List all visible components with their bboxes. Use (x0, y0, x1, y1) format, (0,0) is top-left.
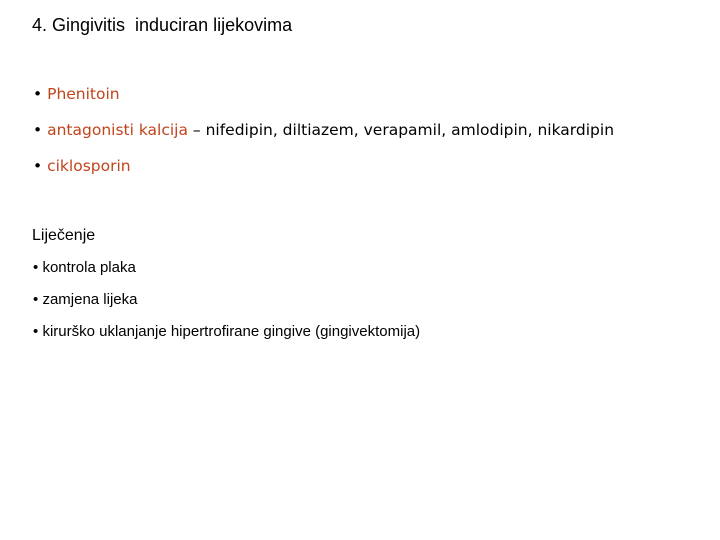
treatment-heading: Liječenje (32, 227, 96, 244)
treatment-item-text: kontrola plaka (42, 259, 136, 276)
drug-detail: – nifedipin, diltiazem, verapamil, amlodipin, nikardipin (187, 121, 615, 139)
drug-item-antagonisti-kalcija (33, 120, 614, 140)
treatment-item-text: kirurško uklanjanje hipertrofirane gingive (gingivektomija) (42, 323, 421, 340)
bullet-icon: • (33, 323, 39, 340)
bullet-icon: • (33, 121, 43, 139)
treatment-item-text: zamjena lijeka (42, 291, 138, 308)
drug-name: ciklosporin (47, 157, 131, 175)
drug-name: antagonisti kalcija (47, 121, 188, 139)
bullet-icon: • (33, 157, 43, 175)
treatment-item (33, 290, 137, 310)
bullet-icon: • (33, 85, 43, 103)
treatment-item (33, 322, 420, 342)
bullet-icon: • (33, 291, 39, 308)
bullet-icon: • (33, 259, 39, 276)
treatment-item (33, 258, 136, 278)
drug-name: Phenitoin (47, 85, 120, 103)
drug-item-phenitoin (33, 84, 120, 104)
slide-title: 4. Gingivitis induciran lijekovima (32, 15, 293, 35)
drug-item-ciklosporin (33, 156, 131, 176)
